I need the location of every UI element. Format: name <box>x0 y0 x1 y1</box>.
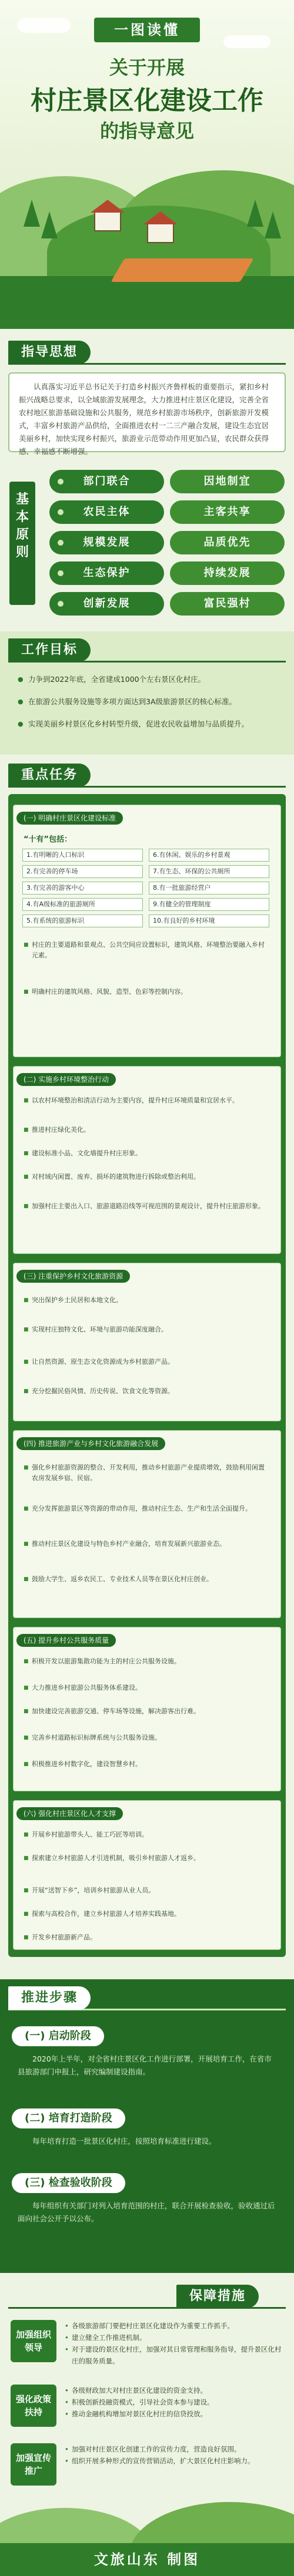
task-line: ■ 探索建立乡村旅游人才引进机制，吸引乡村旅游人才返乡。 <box>24 1853 270 1864</box>
grid-item: 5.有系统的旅游标识 <box>22 914 143 927</box>
principle-row <box>49 470 285 493</box>
guiding-text: 认真落实习近平总书记关于打造乡村振兴齐鲁样板的重要指示，紧扣乡村振兴战略总要求，以全域旅游发展理念，大力推进村庄景区化建设，完善全省农村地区旅游基础设施和公共服务，规范乡村旅游市场秩序，创新旅游开发模式，丰富乡村旅游产品供给，全面推进农村一二三产融合发展，建设生态宜居美丽乡村，加快实现乡村振兴，旅游业示范带动作用更加凸显，农民群众获得感、幸福感不断增强。 <box>19 382 269 456</box>
task-line: ■ 积极开发以旅游集散功能为主的村庄公共服务设施。 <box>24 1656 270 1667</box>
principle-item <box>49 500 164 524</box>
task-line: ■ 开发乡村旅游新产品。 <box>24 1932 270 1943</box>
task-block-heading: (五) 提升乡村公共服务质量 <box>16 1634 116 1647</box>
task-intro: “十有”包括： <box>24 835 72 844</box>
principle-item <box>170 531 285 554</box>
grid-item: 8.有一批旅游经营户 <box>149 882 269 894</box>
guiding-title: 指导思想 <box>8 341 91 364</box>
cloud-decoration <box>18 18 71 33</box>
principles-label <box>9 482 35 605</box>
task-line: ■ 加强村庄主要出入口、旅游道路沿线等可视范围的景观设计，提升村庄旅游形象。 <box>24 1201 270 1212</box>
steps-section <box>0 1979 294 2273</box>
bullet-icon <box>58 601 64 607</box>
footer-brand: 文旅山东 制图 <box>93 2551 201 2568</box>
task-line: ■ 完善乡村道路标识标牌系统与公共服务设施。 <box>24 1733 270 1743</box>
guarantee-line: • 建立健全工作推进机制。 <box>65 2332 283 2343</box>
principle-text: 创新发展 <box>83 597 131 610</box>
principle-item <box>49 470 164 493</box>
task-line: ■ 充分发挥旅游景区等资源的带动作用，推动村庄生态、生产和生活全面提升。 <box>24 1504 270 1514</box>
hero-banner <box>0 0 294 329</box>
principle-text: 品质优先 <box>203 536 251 549</box>
principle-item <box>49 531 164 554</box>
steps-title: 推进步骤 <box>8 1986 91 2010</box>
task-line: ■ 让自然资源、原生态文化资源成为乡村旅游产品。 <box>24 1357 270 1367</box>
task-block-heading: (三) 注重保护乡村文化旅游资源 <box>16 1270 130 1283</box>
goal-item: ● 力争到2022年底，全省建成1000个左右景区化村庄。 <box>18 674 276 685</box>
task-block-heading: (四) 推进旅游产业与乡村文化旅游融合发展 <box>16 1437 165 1450</box>
grid-item: 1.有明晰的人口标识 <box>22 849 143 862</box>
principle-row <box>49 531 285 554</box>
task-line: ■ 明确村庄的建筑风格、风貌、造型、色彩等控制内容。 <box>24 987 270 997</box>
house-icon <box>147 223 174 243</box>
goal-item: ● 在旅游公共服务设施等多项方面达到3A级旅游景区的核心标准。 <box>18 696 276 708</box>
grid-item: 9.有健全的管理制度 <box>149 898 269 911</box>
principles-section <box>0 464 294 623</box>
task-block <box>13 1800 281 1950</box>
tree-icon <box>247 200 263 227</box>
tree-icon <box>24 200 40 227</box>
guarantee-section <box>0 2285 294 2576</box>
principles-label-text: 基本原则 <box>16 492 29 560</box>
guarantee-text <box>65 2320 283 2367</box>
principle-text: 持续发展 <box>203 567 251 579</box>
hero-tag: 一图读懂 <box>94 18 200 42</box>
step-heading: (三) 检查验收阶段 <box>12 2173 125 2193</box>
task-line: ■ 对村域内闲置、废弃、损坏的建筑物进行拆除或整治利用。 <box>24 1172 270 1182</box>
grid-item: 6.有休闲、娱乐的乡村景观 <box>149 849 269 862</box>
principle-text: 因地制宜 <box>203 475 251 487</box>
guarantee-label: 加强宣传推广 <box>11 2443 56 2486</box>
task-line: ■ 充分挖掘民俗风情、历史传说、饮食文化等资源。 <box>24 1386 270 1397</box>
task-line: ■ 积极推进乡村数字化，建设智慧乡村。 <box>24 1759 270 1770</box>
task-line: ■ 突出保护乡土民居和本地文化。 <box>24 1295 270 1306</box>
task-line: ■ 大力推进乡村旅游公共服务体系建设。 <box>24 1683 270 1693</box>
step-heading: (二) 培育打造阶段 <box>12 2108 125 2128</box>
principle-item <box>170 500 285 524</box>
guiding-section <box>0 341 294 458</box>
tasks-section <box>0 764 294 1962</box>
task-block <box>13 1263 281 1421</box>
step-text: 2020年上半年，对全省村庄景区化工作进行部署，开展培育工作，在省市县旅游部门申报上，研究编制建设指南。 <box>18 2054 272 2076</box>
step-heading: (一) 启动阶段 <box>12 2026 104 2046</box>
task-block-heading: (二) 实施乡村环境整治行动 <box>16 1073 116 1086</box>
grid-item: 7.有生态、环保的公共厕所 <box>149 865 269 878</box>
task-line: ■ 推进村庄绿化美化。 <box>24 1125 270 1135</box>
grid-item: 2.有完善的停车场 <box>22 865 143 878</box>
principle-text: 富民强村 <box>203 597 251 610</box>
task-line: ■ 加快建设完善旅游交通、停车场等设施，解决游客出行难。 <box>24 1706 270 1717</box>
grid-item: 3.有完善的游客中心 <box>22 882 143 894</box>
tree-icon <box>265 211 281 238</box>
task-line: ■ 推动村庄景区化建设与特色乡村产业融合，培育发展新兴旅游业态。 <box>24 1539 270 1549</box>
principle-text: 部门联合 <box>83 475 131 487</box>
tasks-title: 重点任务 <box>8 764 91 787</box>
guarantee-label: 强化政策扶持 <box>11 2385 56 2427</box>
road-decoration <box>111 258 253 282</box>
principle-row <box>49 561 285 585</box>
task-line: ■ 开展乡村旅游带头人、能工巧匠等培训。 <box>24 1830 270 1840</box>
principle-item <box>170 470 285 493</box>
house-icon <box>94 211 121 231</box>
hero-title-line2: 村庄景区化建设工作 <box>31 86 263 116</box>
principle-text: 生态保护 <box>83 567 131 579</box>
task-line: ■ 探索与高校合作，建立乡村旅游人才培养实践基地。 <box>24 1909 270 1919</box>
cloud-decoration <box>223 35 270 48</box>
guarantee-line: • 各级财政加大对村庄景区化建设的资金支持。 <box>65 2385 283 2396</box>
step-text: 每年培育打造一批景区化村庄，按照培育标准进行建设。 <box>32 2137 216 2145</box>
task-block <box>13 1430 281 1618</box>
grid-item: 10.有良好的乡村环境 <box>149 914 269 927</box>
guarantee-label: 加强组织领导 <box>11 2320 56 2362</box>
task-block-heading: (六) 强化村庄景区化人才支撑 <box>16 1807 123 1820</box>
task-line: ■ 以农村环境整治和清洁行动为主要内容，提升村庄环境质量和宜居水平。 <box>24 1095 270 1106</box>
principle-item <box>49 561 164 585</box>
principle-text: 主客共享 <box>203 506 251 518</box>
goal-item: ● 实现美丽乡村景区化乡村转型升级，促进农民收益增加与品质提升。 <box>18 718 276 730</box>
guarantee-title: 保障措施 <box>176 2285 259 2308</box>
principle-text: 农民主体 <box>83 506 131 518</box>
task-line: ■ 强化乡村旅游资源的整合、开发利用，推动乡村旅游产业提质增效，鼓励利用闲置农房发展乡宿、民宿。 <box>24 1462 270 1484</box>
ground-decoration <box>0 276 294 329</box>
goals-section <box>0 631 294 755</box>
guarantee-line: • 推动金融机构增加对景区化村庄的信贷投放。 <box>65 2408 283 2420</box>
guarantee-text <box>65 2385 283 2420</box>
principle-item <box>170 561 285 585</box>
task-line: ■ 建设标准小品、文化墙提升村庄形象。 <box>24 1148 270 1159</box>
grid-item: 4.有A级标准的旅游厕所 <box>22 898 143 911</box>
guarantee-line: • 对于建设的景区化村庄，加强对其日常管理和服务指导，提升景区化村庄的服务质量。 <box>65 2343 283 2367</box>
principle-item <box>49 592 164 616</box>
principle-row <box>49 592 285 616</box>
guarantee-text <box>65 2443 283 2467</box>
task-line: ■ 开展“送智下乡”，培训乡村旅游从业人员。 <box>24 1885 270 1896</box>
bullet-icon <box>58 479 64 485</box>
principle-text: 规模发展 <box>83 536 131 549</box>
guarantee-line: • 各级旅游部门要把村庄景区化建设作为重要工作抓手。 <box>65 2320 283 2332</box>
hero-title-line3: 的指导意见 <box>99 120 194 142</box>
hero-title-line1: 关于开展 <box>109 56 185 79</box>
guiding-card <box>8 372 286 456</box>
guarantee-line: • 加强对村庄景区化创建工作的宣传力度，营造良好氛围。 <box>65 2443 283 2455</box>
ten-items-grid <box>22 849 269 927</box>
bullet-icon <box>58 570 64 576</box>
bullet-icon <box>58 509 64 515</box>
tree-icon <box>41 211 58 238</box>
bullet-icon <box>58 540 64 546</box>
task-block <box>13 1066 281 1254</box>
task-line: ■ 村庄的主要道路和景观点、公共空间应设置标识，建筑风格、环境整治要融入乡村元素。 <box>24 940 270 961</box>
guarantee-line: • 组织开展多种形式的宣传营销活动，扩大景区化村庄影响力。 <box>65 2455 283 2467</box>
goals-title: 工作目标 <box>8 638 91 662</box>
principle-row <box>49 500 285 524</box>
step-text: 每年组织有关部门对列入培育范围的村庄，联合开展检查验收，验收通过后面向社会公开予以公布。 <box>18 2201 275 2223</box>
task-line: ■ 实现村庄独特文化、环境与旅游功能深度融合。 <box>24 1324 270 1335</box>
guarantee-line: • 积极创新投融资模式，引导社会资本参与建设。 <box>65 2396 283 2408</box>
task-line: ■ 鼓励大学生、返乡农民工、专业技术人员等在景区化村庄创业。 <box>24 1574 270 1585</box>
task-block-heading: (一) 明确村庄景区化建设标准 <box>16 812 123 825</box>
principle-item <box>170 592 285 616</box>
